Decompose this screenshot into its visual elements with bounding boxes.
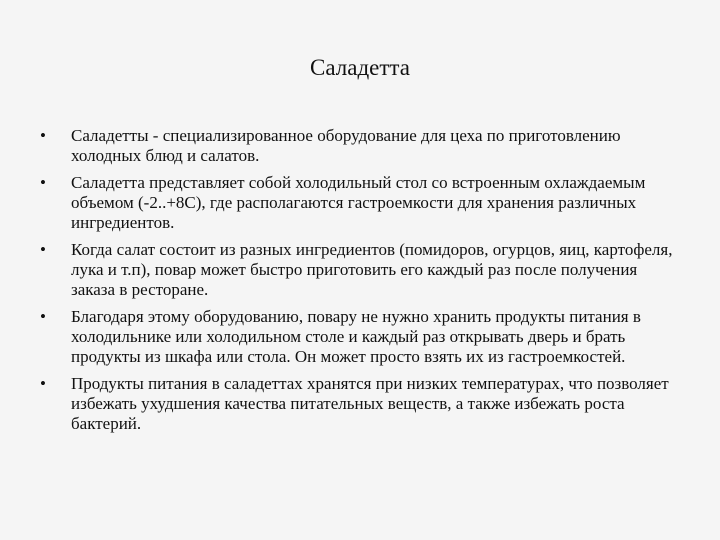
bullet-text: Продукты питания в саладеттах хранятся при низких температурах, что позволяет избежать ухудшения качества питательных веществ, а также избежать роста бактерий.: [71, 374, 669, 433]
bullet-item: [36, 374, 676, 434]
bullet-item: [36, 307, 676, 367]
bullet-list: [36, 126, 676, 441]
bullet-dot-icon: •: [40, 126, 46, 145]
bullet-text: Саладетты - специализированное оборудование для цеха по приготовлению холодных блюд и салатов.: [71, 126, 621, 165]
bullet-dot-icon: •: [40, 240, 46, 259]
bullet-item: [36, 240, 676, 300]
bullet-text: Саладетта представляет собой холодильный стол со встроенным охлаждаемым объемом (-2..+8С), где располагаются гастроемкости для хранения различных ингредиентов.: [71, 173, 646, 232]
bullet-item: [36, 173, 676, 233]
bullet-dot-icon: •: [40, 307, 46, 326]
bullet-dot-icon: •: [40, 374, 46, 393]
bullet-item: [36, 126, 676, 166]
bullet-text: Когда салат состоит из разных ингредиентов (помидоров, огурцов, яиц, картофеля, лука и т.п), повар может быстро приготовить его каждый раз после получения заказа в ресторане.: [71, 240, 673, 299]
bullet-dot-icon: •: [40, 173, 46, 192]
slide-title: Саладетта: [310, 55, 410, 80]
bullet-text: Благодаря этому оборудованию, повару не нужно хранить продукты питания в холодильнике или холодильном столе и каждый раз открывать дверь и брать продукты из шкафа или стола. Он может просто взять их из гастроемкостей.: [71, 307, 641, 366]
